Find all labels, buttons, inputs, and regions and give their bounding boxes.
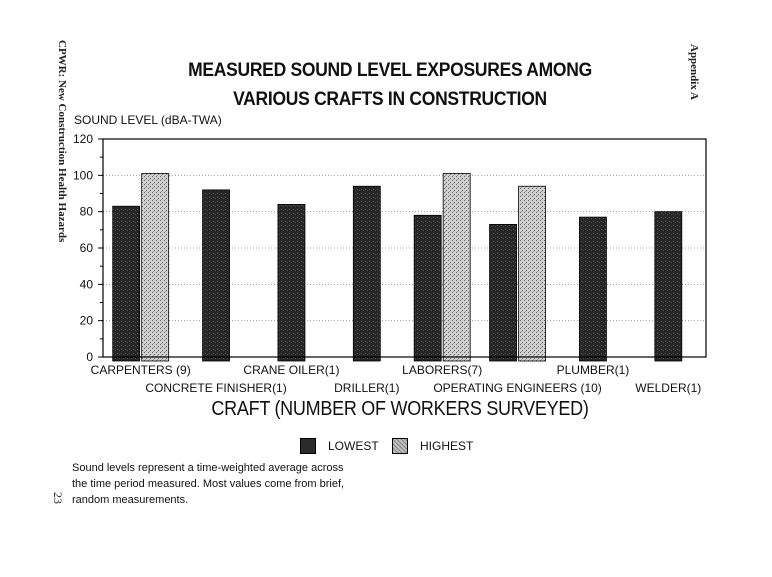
y-tick-label: 20 xyxy=(79,313,93,328)
legend-item-highest xyxy=(392,438,473,454)
y-tick-label: 60 xyxy=(79,241,93,255)
footnote: Sound levels represent a time-weighted average across the time period measured. Most values come from brief, random measurements. xyxy=(72,462,345,506)
x-category-label: DRILLER(1) xyxy=(334,381,400,395)
y-tick-label: 100 xyxy=(72,168,93,183)
bar-lowest xyxy=(579,217,606,361)
chart-title-line2: VARIOUS CRAFTS IN CONSTRUCTION xyxy=(233,89,547,110)
legend-label-highest: HIGHEST xyxy=(420,439,474,453)
y-tick-label: 120 xyxy=(72,132,93,146)
bar-highest xyxy=(519,186,546,361)
legend-swatch-highest xyxy=(392,438,408,454)
appendix-label: Appendix A xyxy=(688,44,700,100)
bar-highest xyxy=(443,174,470,361)
bar-lowest xyxy=(490,224,517,361)
x-category-label: CONCRETE FINISHER(1) xyxy=(145,381,287,395)
y-tick-label: 80 xyxy=(79,204,93,219)
legend-swatch-lowest xyxy=(300,438,316,454)
x-category-label: CRANE OILER(1) xyxy=(243,363,340,377)
x-category-label: CARPENTERS (9) xyxy=(90,363,191,377)
legend-label-lowest: LOWEST xyxy=(328,439,379,453)
chart-title-line1: MEASURED SOUND LEVEL EXPOSURES AMONG xyxy=(188,60,592,81)
x-category-label: PLUMBER(1) xyxy=(556,363,630,377)
x-axis-title: CRAFT (NUMBER OF WORKERS SURVEYED) xyxy=(211,398,589,420)
bar-lowest xyxy=(353,186,380,361)
x-category-label: OPERATING ENGINEERS (10) xyxy=(433,381,602,395)
x-category-label: WELDER(1) xyxy=(635,381,702,395)
page-number: 23 xyxy=(51,492,65,504)
legend-item-lowest xyxy=(300,438,379,454)
bar-lowest xyxy=(113,206,140,361)
y-tick-label: 40 xyxy=(79,277,93,292)
bar-lowest xyxy=(278,204,305,361)
bar-highest xyxy=(142,174,169,361)
x-category-label: LABORERS(7) xyxy=(402,363,483,377)
y-axis-label: SOUND LEVEL (dBA-TWA) xyxy=(74,113,222,127)
bar-lowest xyxy=(655,212,682,361)
bar-lowest xyxy=(414,215,441,361)
bar-lowest xyxy=(203,190,230,361)
y-tick-label: 0 xyxy=(86,350,93,364)
side-label: CPWR: New Construction Health Hazards xyxy=(56,40,68,243)
